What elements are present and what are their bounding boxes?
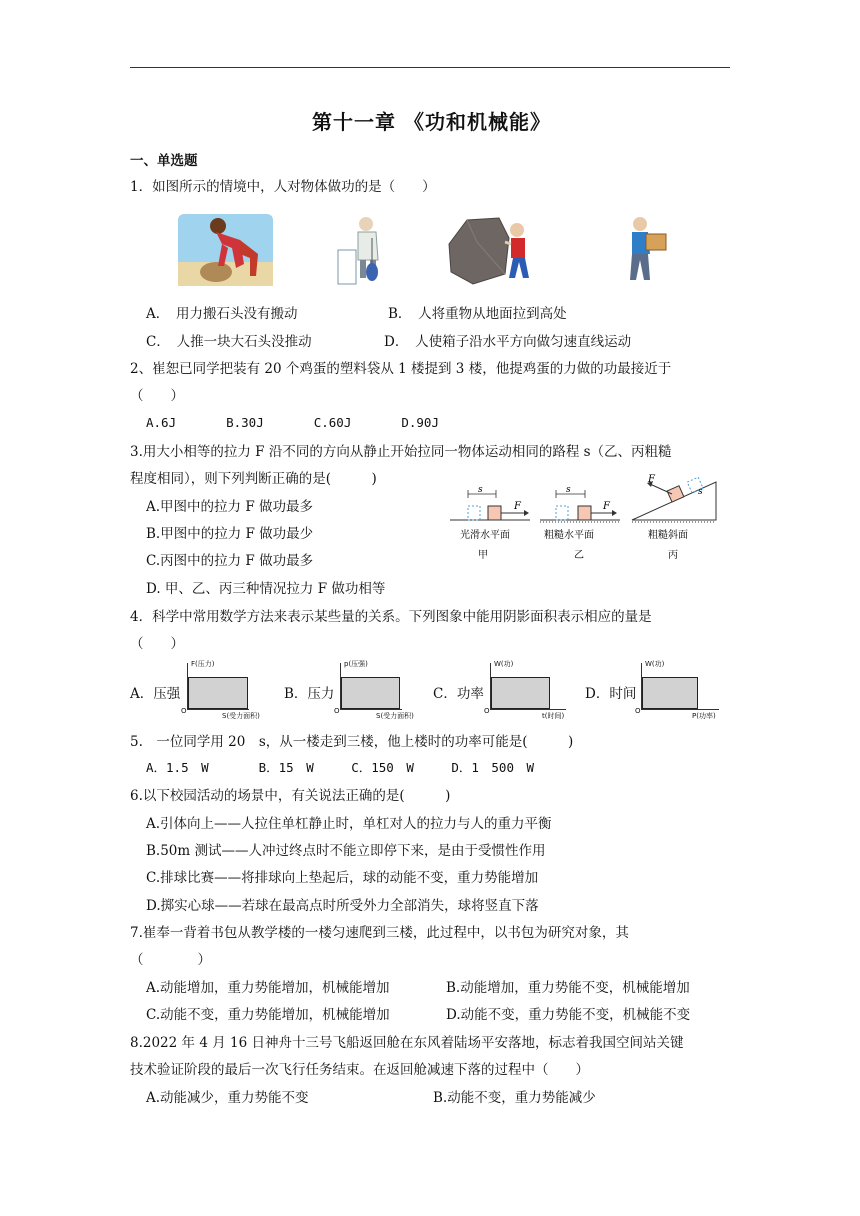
q4-option-b-label: B．压力 (284, 686, 335, 702)
question-4-stem-cont: （ ） (130, 636, 184, 652)
question-2-stem: 2、崔恕已同学把装有 20 个鸡蛋的塑料袋从 1 楼提到 3 楼，他提鸡蛋的力做的功最接近于 (130, 361, 672, 377)
question-5-stem: 5. 一位同学用 20 s，从一楼走到三楼，他上楼时的功率可能是( ) (130, 734, 574, 750)
q3-fig-s-label-2: s (566, 485, 571, 495)
q4-graph-a-x-axis (187, 709, 249, 710)
header-rule (130, 67, 730, 68)
q4-graph-d-y-label: W(功) (645, 660, 665, 668)
q3-fig-s-label-3: s (698, 487, 703, 497)
q1-image-pulling-weight (336, 214, 382, 286)
q3-fig-f-label-1: F (514, 501, 521, 512)
q4-graph-a-shaded-area (188, 677, 248, 709)
q1-option-b: B． 人将重物从地面拉到高处 (388, 306, 567, 322)
q3-option-c: C.丙图中的拉力 F 做功最多 (146, 553, 314, 569)
q4-graph-d-origin: O (635, 707, 641, 715)
q7-option-b: B.动能增加，重力势能不变，机械能增加 (446, 980, 690, 996)
question-1-stem: 1．如图所示的情境中，人对物体做功的是（ ） (130, 179, 436, 195)
q1-option-c: C． 人推一块大石头没推动 (146, 334, 312, 350)
question-2-stem-cont: （ ） (130, 388, 184, 404)
q4-graph-a-origin: O (181, 707, 187, 715)
q4-graph-d-x-label: P(功率) (692, 712, 716, 720)
question-7-stem: 7.崔奉一背着书包从教学楼的一楼匀速爬到三楼，此过程中，以书包为研究对象，其 (130, 925, 629, 941)
q3-option-d: D. 甲、乙、丙三种情况拉力 F 做功相等 (146, 581, 386, 597)
q1-image-lifting-rock (178, 214, 273, 286)
q4-graph-c-y-label: W(功) (494, 660, 514, 668)
q3-fig-name-2: 乙 (574, 550, 584, 561)
q6-option-a: A.引体向上——人拉住单杠静止时，单杠对人的拉力与人的重力平衡 (146, 816, 552, 832)
q4-graph-a-x-label: S(受力面积) (222, 712, 260, 720)
q1-option-a: A． 用力搬石头没有搬动 (146, 306, 298, 322)
question-7-stem-cont: （ ） (130, 952, 211, 968)
q6-option-d: D.掷实心球——若球在最高点时所受外力全部消失，球将竖直下落 (146, 898, 539, 914)
q3-option-a: A.甲图中的拉力 F 做功最多 (146, 499, 313, 515)
q4-graph-c-x-axis (490, 709, 566, 710)
q5-options: A．1.5 W B．15 W C．150 W D．1 500 W (146, 760, 535, 775)
q4-graph-b-x-axis (340, 709, 402, 710)
section-heading: 一、单选题 (130, 153, 198, 169)
q4-graph-a-y-label: F(压力) (191, 660, 215, 668)
q7-option-c: C.动能不变，重力势能增加，机械能增加 (146, 1007, 390, 1023)
q3-force-diagram (440, 474, 726, 566)
question-4-stem: 4．科学中常用数学方法来表示某些量的关系。下列图象中能用阴影面积表示相应的量是 (130, 609, 652, 625)
q3-fig-s-label-1: s (478, 485, 483, 495)
q4-graph-b-shaded-area (341, 677, 400, 709)
q3-fig-f-label-3: F (648, 474, 655, 485)
q1-option-d: D． 人使箱子沿水平方向做匀速直线运动 (384, 334, 632, 350)
q4-option-c-label: C．功率 (433, 686, 484, 702)
question-8-stem-cont: 技术验证阶段的最后一次飞行任务结束。在返回舱减速下落的过程中（ ） (130, 1062, 589, 1078)
q4-graph-c-shaded-area (491, 677, 550, 709)
question-8-stem: 8.2022 年 4 月 16 日神舟十三号飞船返回舱在东风着陆场平安落地，标志着我国空间站关键 (130, 1035, 684, 1051)
page-title: 第十一章 《功和机械能》 (312, 110, 551, 134)
q4-graph-d-x-axis (641, 709, 719, 710)
q4-graph-b-origin: O (334, 707, 340, 715)
q8-option-a: A.动能减少，重力势能不变 (146, 1090, 309, 1106)
q3-fig-name-1: 甲 (478, 550, 488, 561)
q3-fig-caption-2: 粗糙水平面 (544, 530, 594, 541)
q4-graph-b-y-label: p(压强) (344, 660, 368, 668)
question-3-stem: 3.用大小相等的拉力 F 沿不同的方向从静止开始拉同一物体运动相同的路程 s（乙、丙粗糙 (130, 444, 672, 460)
q4-graph-c-origin: O (484, 707, 490, 715)
q4-graph-d-shaded-area (642, 677, 698, 709)
question-6-stem: 6.以下校园活动的场景中，有关说法正确的是( ) (130, 788, 451, 804)
q4-graph-c-x-label: t(时间) (542, 712, 565, 720)
q3-fig-caption-3: 粗糙斜面 (648, 530, 688, 541)
q8-option-b: B.动能不变，重力势能减少 (433, 1090, 596, 1106)
q6-option-c: C.排球比赛——将排球向上垫起后，球的动能不变，重力势能增加 (146, 870, 539, 886)
q4-option-d-label: D．时间 (585, 686, 637, 702)
q3-option-b: B.甲图中的拉力 F 做功最少 (146, 526, 314, 542)
q1-image-pushing-rock (443, 214, 539, 286)
q3-fig-f-label-2: F (603, 501, 610, 512)
q4-graph-b-x-label: S(受力面积) (376, 712, 414, 720)
q2-options: A.6J B.30J C.60J D.90J (146, 415, 439, 430)
q7-option-d: D.动能不变，重力势能不变，机械能不变 (446, 1007, 691, 1023)
q7-option-a: A.动能增加，重力势能增加，机械能增加 (146, 980, 390, 996)
q6-option-b: B.50m 测试——人冲过终点时不能立即停下来，是由于受惯性作用 (146, 843, 546, 859)
q3-fig-name-3: 丙 (668, 550, 678, 561)
q3-fig-caption-1: 光滑水平面 (460, 530, 510, 541)
q1-image-carrying-box (622, 214, 672, 286)
q4-option-a-label: A．压强 (130, 686, 181, 702)
question-3-stem-cont: 程度相同），则下列判断正确的是( ) (130, 471, 377, 487)
